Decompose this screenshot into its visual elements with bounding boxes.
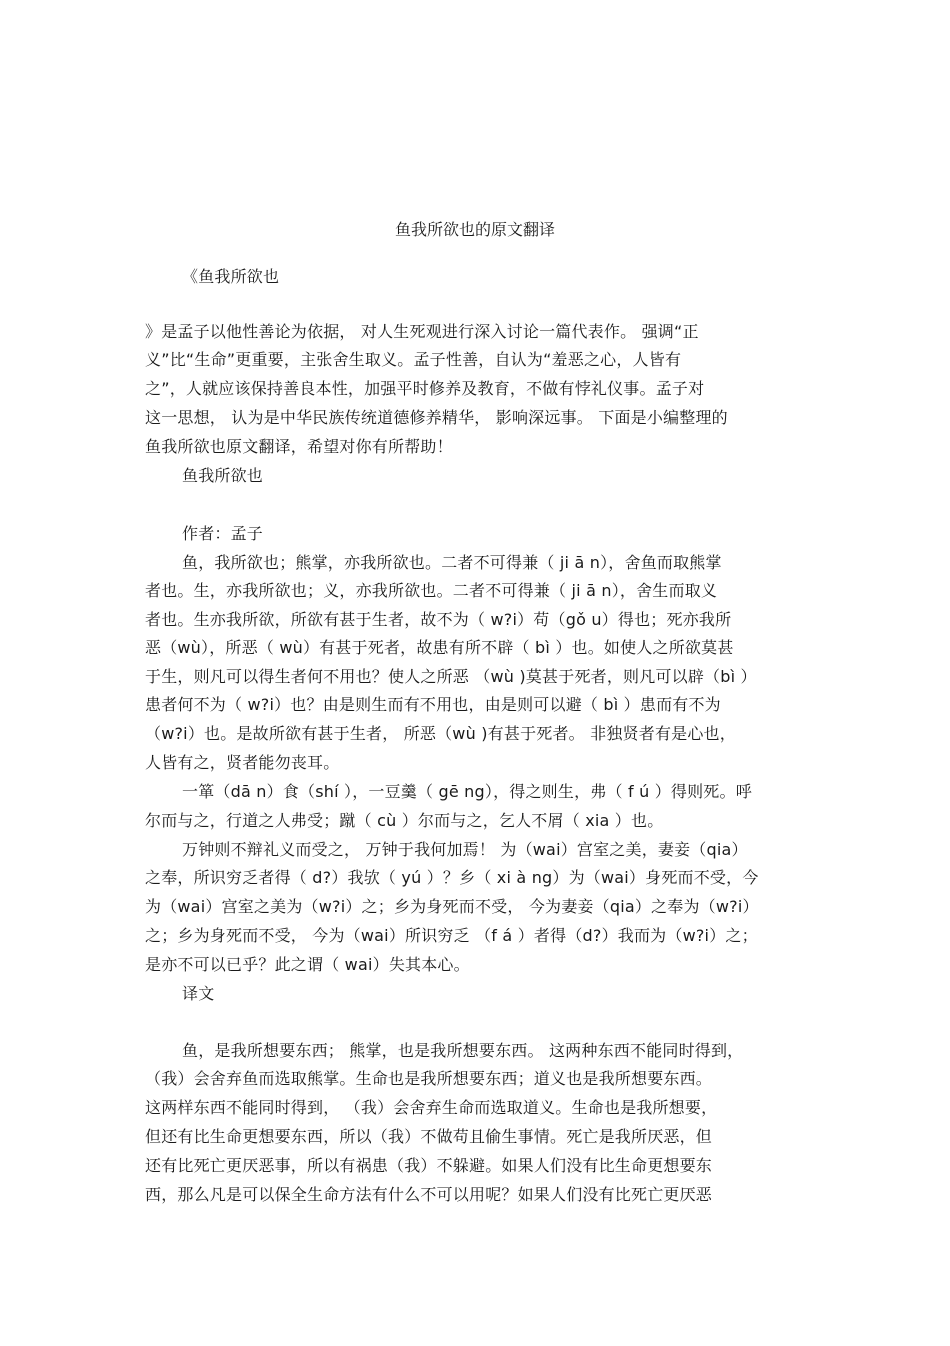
text-line: 鱼我所欲也原文翻译，希望对你有所帮助！ [145,437,453,456]
text-line: 人皆有之，贤者能勿丧耳。 [145,753,340,772]
text-line: 之；乡为身死而不受， 今为（wai）所识穷乏 （f á ）者得（d?）我而为（w?i）之； [145,926,758,945]
text-line: （w?i）也。是故所欲有甚于生者， 所恶（wù )有甚于死者。 非独贤者有是心也， [145,724,736,743]
page-title: 鱼我所欲也的原文翻译 [394,220,555,239]
text-line: 是亦不可以已乎？此之谓（ wai）失其本心。 [145,955,470,974]
text-line: 鱼我所欲也 [182,466,264,485]
text-line: 译文 [182,984,215,1003]
text-line: 鱼，我所欲也；熊掌，亦我所欲也。二者不可得兼（ ji ā n），舍鱼而取熊掌 [182,553,722,572]
text-line: 义”比“生命”更重要，主张舍生取义。孟子性善，自认为“羞恶之心，人皆有 [145,350,682,369]
text-line: 一箪（dā n）食（shí ），一豆羹（ gē ng），得之则生，弗（ f ú ）得则死。呼 [182,782,752,801]
text-line: 还有比死亡更厌恶事，所以有祸患（我）不躲避。如果人们没有比生命更想要东 [145,1156,713,1175]
text-line: 这两样东西不能同时得到， （我）会舍弃生命而选取道义。生命也是我所想要， [145,1098,718,1117]
text-line: 》是孟子以他性善论为依据， 对人生死观进行深入讨论一篇代表作。 强调“正 [145,322,699,341]
text-line: 恶（wù），所恶（ wù）有甚于死者，故患有所不辟（ bì ）也。如使人之所欲莫甚 [145,638,734,657]
text-line: 万钟则不辩礼义而受之， 万钟于我何加焉！ 为（wai）宫室之美，妻妾（qia） [182,840,748,859]
text-line: （我）会舍弃鱼而选取熊掌。生命也是我所想要东西；道义也是我所想要东西。 [145,1069,713,1088]
text-line: 但还有比生命更想要东西，所以（我）不做苟且偷生事情。死亡是我所厌恶，但 [145,1127,713,1146]
text-line: 《鱼我所欲也 [182,267,280,286]
text-line: 者也。生亦我所欲，所欲有甚于生者，故不为（ w?i）苟（gǒ u）得也；死亦我所 [145,610,732,629]
text-line: 这一思想， 认为是中华民族传统道德修养精华， 影响深远事。 下面是小编整理的 [145,408,728,427]
text-line: 尔而与之，行道之人弗受；蹴（ cù ）尔而与之，乞人不屑（ xia ）也。 [145,811,664,830]
text-line: 之”，人就应该保持善良本性，加强平时修养及教育，不做有悖礼仪事。孟子对 [145,379,705,398]
text-line: 作者：孟子 [182,524,264,543]
text-line: 鱼，是我所想要东西； 熊掌，也是我所想要东西。 这两种东西不能同时得到， [182,1041,744,1060]
text-line: 之奉，所识穷乏者得（ d?）我欤（ yú ）？乡（ xi à ng）为（wai）身死而不受，今 [145,868,759,887]
text-line: 为（wai）宫室之美为（w?i）之；乡为身死而不受， 今为妻妾（qia）之奉为（w?i） [145,897,759,916]
text-line: 于生，则凡可以得生者何不用也？使人之所恶 （wù )莫甚于死者，则凡可以辟（bì ） [145,667,757,686]
text-line: 患者何不为（ w?i）也？由是则生而有不用也，由是则可以避（ bì ）患而有不为 [145,695,721,714]
text-line: 者也。生，亦我所欲也；义，亦我所欲也。二者不可得兼（ ji ā n），舍生而取义 [145,581,718,600]
text-line: 西，那么凡是可以保全生命方法有什么不可以用呢？如果人们没有比死亡更厌恶 [145,1185,713,1204]
